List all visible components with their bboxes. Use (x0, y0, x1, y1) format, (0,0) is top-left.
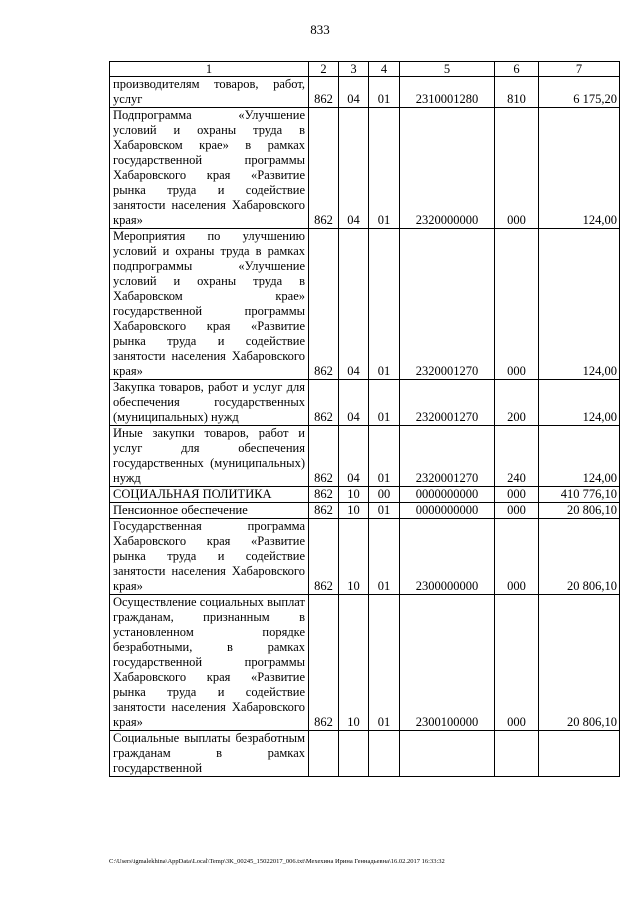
row-subsection: 01 (369, 108, 400, 229)
row-ministry-code: 862 (309, 108, 339, 229)
row-ministry-code: 862 (309, 426, 339, 487)
row-section: 04 (339, 108, 369, 229)
row-name: Осуществление социальных выплат гражданам, признанным в установленном порядке безработными, в рамках государственной программы Хабаровского края «Развитие рынка труда и содействие занятости населения Хабаровского края» (110, 595, 309, 731)
table-row (110, 595, 620, 731)
file-path-footer: C:\Users\igmalekhina\AppData\Local\Temp\3K_00245_15022017_006.txt\Мехехина Ирина Геннадьевна\16.02.2017 16:33:32 (109, 858, 445, 865)
row-amount: 124,00 (539, 426, 620, 487)
header-cell: 5 (400, 62, 495, 77)
row-subsection: 01 (369, 595, 400, 731)
row-amount: 124,00 (539, 380, 620, 426)
row-amount: 410 776,10 (539, 487, 620, 503)
table-row (110, 426, 620, 487)
table-row (110, 519, 620, 595)
row-ministry-code: 862 (309, 503, 339, 519)
row-expense-type: 000 (495, 503, 539, 519)
row-ministry-code: 862 (309, 487, 339, 503)
row-section: 04 (339, 77, 369, 108)
row-section: 10 (339, 503, 369, 519)
row-name: СОЦИАЛЬНАЯ ПОЛИТИКА (110, 487, 309, 503)
row-section: 04 (339, 426, 369, 487)
row-expense-type: 000 (495, 595, 539, 731)
row-subsection: 01 (369, 426, 400, 487)
row-subsection: 01 (369, 77, 400, 108)
row-target-article: 2300000000 (400, 519, 495, 595)
row-expense-type: 000 (495, 519, 539, 595)
page-number: 833 (310, 22, 330, 37)
row-ministry-code: 862 (309, 595, 339, 731)
row-ministry-code: 862 (309, 380, 339, 426)
row-section: 10 (339, 487, 369, 503)
row-target-article: 0000000000 (400, 503, 495, 519)
header-cell: 6 (495, 62, 539, 77)
row-ministry-code: 862 (309, 77, 339, 108)
row-expense-type: 200 (495, 380, 539, 426)
row-target-article: 2320001270 (400, 229, 495, 380)
table-row (110, 503, 620, 519)
row-amount (539, 731, 620, 777)
table-row (110, 77, 620, 108)
row-amount: 20 806,10 (539, 595, 620, 731)
row-amount: 124,00 (539, 108, 620, 229)
header-cell: 3 (339, 62, 369, 77)
row-ministry-code: 862 (309, 229, 339, 380)
row-section: 10 (339, 519, 369, 595)
row-section: 04 (339, 229, 369, 380)
header-cell: 4 (369, 62, 400, 77)
row-target-article: 0000000000 (400, 487, 495, 503)
row-expense-type: 000 (495, 487, 539, 503)
header-cell: 1 (110, 62, 309, 77)
row-subsection: 01 (369, 503, 400, 519)
table-row (110, 731, 620, 777)
row-target-article: 2310001280 (400, 77, 495, 108)
row-amount: 6 175,20 (539, 77, 620, 108)
row-expense-type: 000 (495, 108, 539, 229)
table-row (110, 229, 620, 380)
table-header-row (110, 62, 620, 77)
row-name: Пенсионное обеспечение (110, 503, 309, 519)
header-cell: 7 (539, 62, 620, 77)
row-name: Закупка товаров, работ и услуг для обеспечения государственных (муниципальных) нужд (110, 380, 309, 426)
row-name: Социальные выплаты безработным гражданам в рамках государственной (110, 731, 309, 777)
row-amount: 20 806,10 (539, 519, 620, 595)
row-amount: 124,00 (539, 229, 620, 380)
row-name: производителям товаров, работ, услуг (110, 77, 309, 108)
row-target-article: 2320001270 (400, 426, 495, 487)
row-subsection: 01 (369, 519, 400, 595)
row-name: Мероприятия по улучшению условий и охраны труда в рамках подпрограммы «Улучшение условий и охраны труда в Хабаровском крае» государственной программы Хабаровского края «Развитие рынка труда и содействие занятости населения Хабаровского края» (110, 229, 309, 380)
row-expense-type: 000 (495, 229, 539, 380)
header-cell: 2 (309, 62, 339, 77)
row-target-article (400, 731, 495, 777)
budget-table (109, 61, 620, 777)
row-ministry-code (309, 731, 339, 777)
table-row (110, 487, 620, 503)
row-target-article: 2320000000 (400, 108, 495, 229)
row-expense-type (495, 731, 539, 777)
row-target-article: 2320001270 (400, 380, 495, 426)
row-expense-type: 240 (495, 426, 539, 487)
row-subsection: 00 (369, 487, 400, 503)
row-section: 04 (339, 380, 369, 426)
table-row (110, 108, 620, 229)
row-target-article: 2300100000 (400, 595, 495, 731)
row-subsection (369, 731, 400, 777)
row-subsection: 01 (369, 229, 400, 380)
row-ministry-code: 862 (309, 519, 339, 595)
row-subsection: 01 (369, 380, 400, 426)
row-section: 10 (339, 595, 369, 731)
row-name: Подпрограмма «Улучшение условий и охраны труда в Хабаровском крае» в рамках государственной программы Хабаровского края «Развитие рынка труда и содействие занятости населения Хабаровского края» (110, 108, 309, 229)
row-name: Государственная программа Хабаровского края «Развитие рынка труда и содействие занятости населения Хабаровского края» (110, 519, 309, 595)
table-row (110, 380, 620, 426)
row-name: Иные закупки товаров, работ и услуг для обеспечения государственных (муниципальных) нужд (110, 426, 309, 487)
row-section (339, 731, 369, 777)
row-amount: 20 806,10 (539, 503, 620, 519)
row-expense-type: 810 (495, 77, 539, 108)
